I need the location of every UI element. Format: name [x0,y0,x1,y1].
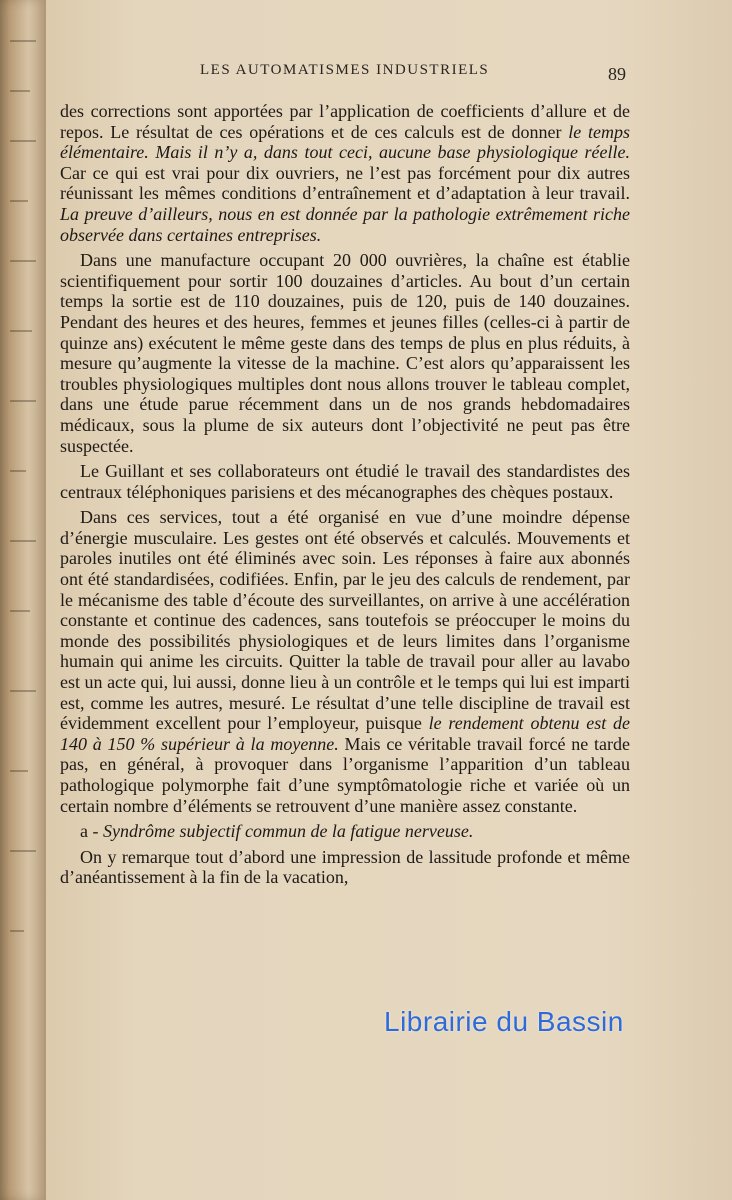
paragraph-4-italic-b: le rendement obtenu est de 140 à 150 % supérieur à la moyenne. [60,713,630,754]
section-heading [60,821,630,842]
running-header: LES AUTOMATISMES INDUSTRIELS [200,62,490,78]
paragraph-1-a: des corrections sont apportées par l’application de coefficients d’allure et de repos. Le résultat de ces opérations et de ces calculs est de donner [60,101,630,142]
page-number: 89 [608,64,626,84]
section-title: Syndrôme subjectif commun de la fatigue nerveuse. [102,821,474,842]
paragraph-6: On y remarque tout d’abord une impression de lassitude profonde et même d’anéantissement à la fin de la vacation, [60,846,630,888]
body-text [60,101,630,893]
watermark: Librairie du Bassin [384,1006,624,1037]
paragraph-1-italic-d: La preuve d’ailleurs, nous en est donnée par la pathologie extrêmement riche observée dans certaines entreprises. [60,203,630,245]
paragraph-4 [60,507,630,816]
paragraph-3: Le Guillant et ses collaborateurs ont étudié le travail des standardistes des centraux téléphoniques parisiens et des mécanographes des chèques postaux. [60,461,630,502]
previous-page-edge [0,0,46,1200]
section-prefix: a - [80,821,103,842]
paragraph-2: Dans une manufacture occupant 20 000 ouvrières, la chaîne est établie scientifiquement pour sortir 100 douzaines d’articles. Au bout d’un certain temps la sortie est de 110 douzaines, puis de 120, puis de 140 douzaines. Pendant des heures et des heures, femmes et jeunes filles (celles-ci à partir de quinze ans) exécutent le même geste dans des temps de plus en plus réduits, à mesure qu’augmente la vitesse de la machine. C’est alors qu’apparaissent les troubles physiologiques multiples dont nous allons trouver le tableau complet, dans une étude parue récemment dans un de nos grands hebdomadaires médicaux, sous la plume de six auteurs dont l’objectivité ne peut pas être suspectée. [60,250,630,456]
paragraph-4-a: Dans ces services, tout a été organisé en vue d’une moindre dépense d’énergie musculaire. Les gestes ont été observés et calculés. Mouvements et paroles inutiles ont été éliminés avec soin. Les réponses à faire aux abonnés ont été standardisées, codifiées. Enfin, par le jeu des calculs de rendement, par le mécanisme des table d’écoute des surveillantes, on arrive à une accélération constante et continue des cadences, sans toutefois se préoccuper le moins du monde des possibilités physiologiques et de leurs limites dans l’organisme humain qui anime les circuits. Quitter la table de travail pour aller au lavabo est un acte qui, lui aussi, donne lieu à un contrôle et le temps qui lui est imparti est, comme les autres, mesuré. Le résultat d’une telle discipline de travail est évidemment excellent pour l’employeur, puisque [60,507,630,734]
paragraph-1 [60,101,630,245]
paragraph-1-italic-b: le temps élémentaire. Mais il n’y a, dans tout ceci, aucune base physiologique réelle. [60,121,630,163]
paragraph-1-c: Car ce qui est vrai pour dix ouvriers, ne l’est pas forcément pour dix autres réunissant les mêmes conditions d’entraînement et d’adaptation à leur travail. [60,162,630,204]
paragraph-4-c: Mais ce véritable travail forcé ne tarde pas, en général, à provoquer dans l’organisme l’apparition d’un tableau pathologique polymorphe fait d’une symptômatologie riche et variée où un certain nombre d’éléments se retrouvent d’une manière assez constante. [60,733,630,816]
